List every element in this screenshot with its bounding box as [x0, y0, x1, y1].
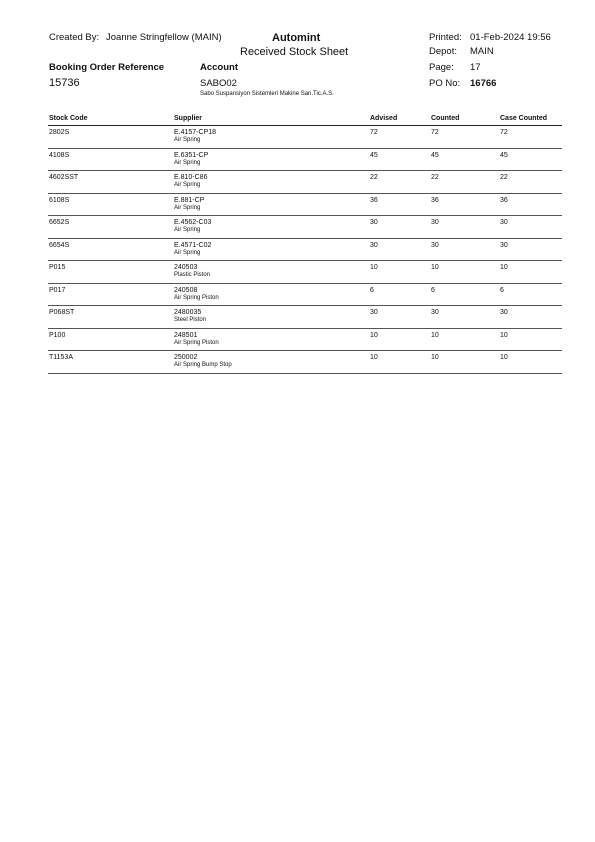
col-advised: Advised: [370, 115, 398, 122]
col-case-counted: Case Counted: [500, 115, 548, 122]
advised-cell: 30: [370, 219, 378, 226]
table-row: [48, 284, 562, 307]
case-counted-cell: 30: [500, 309, 508, 316]
advised-cell: 36: [370, 196, 378, 204]
po-number: 16766: [470, 78, 497, 89]
table-row: [48, 261, 562, 284]
account-name: Sabo Suspansiyon Sistemleri Makine San.Tic.A.S.: [200, 91, 334, 97]
stock-code-cell: 6654S: [49, 241, 70, 249]
depot-value: MAIN: [470, 46, 494, 57]
table-header: [48, 115, 562, 126]
advised-cell: 72: [370, 129, 378, 136]
account-code: SABO02: [200, 78, 237, 89]
table-row: [48, 126, 562, 149]
item-description-cell: Air Spring: [174, 249, 201, 256]
company-name: Automint: [272, 32, 321, 44]
advised-cell: 30: [370, 309, 378, 316]
table-row: [48, 171, 562, 194]
stock-code-cell: T1153A: [49, 354, 73, 361]
counted-cell: 10: [431, 264, 439, 271]
counted-cell: 30: [431, 309, 439, 316]
supplier-code-cell: 2480035: [174, 309, 202, 316]
supplier-code-cell: 248501: [174, 331, 198, 339]
counted-cell: 22: [431, 174, 439, 181]
advised-cell: 10: [370, 264, 378, 271]
stock-code-cell: 6652S: [49, 219, 70, 226]
stock-code-cell: P017: [49, 286, 66, 294]
case-counted-cell: 30: [500, 241, 508, 249]
case-counted-cell: 10: [500, 354, 508, 361]
supplier-code-cell: E.4571-C02: [174, 241, 212, 249]
col-supplier: Supplier: [174, 115, 203, 122]
supplier-code-cell: 250002: [174, 354, 198, 361]
stock-code-cell: P100: [49, 331, 66, 339]
supplier-code-cell: E.6351-CP: [174, 151, 209, 159]
col-counted: Counted: [431, 115, 460, 122]
counted-cell: 30: [431, 241, 439, 249]
counted-cell: 10: [431, 354, 439, 361]
table-row: [48, 239, 562, 262]
case-counted-cell: 10: [500, 331, 508, 339]
item-description-cell: Air Spring: [174, 159, 201, 166]
booking-ref-label: Booking Order Reference: [49, 62, 165, 73]
item-description-cell: Air Spring: [174, 137, 201, 143]
supplier-code-cell: E.810-C86: [174, 174, 208, 181]
item-description-cell: Air Spring: [174, 204, 201, 211]
supplier-code-cell: E.4562-C03: [174, 219, 212, 226]
item-description-cell: Air Spring Bump Stop: [174, 362, 232, 368]
stock-code-cell: 4602SST: [49, 174, 79, 181]
counted-cell: 36: [431, 196, 439, 204]
table-row: [48, 149, 562, 172]
table-row: [48, 306, 562, 329]
depot-label: Depot:: [429, 46, 457, 57]
advised-cell: 10: [370, 354, 378, 361]
item-description-cell: Steel Piston: [174, 317, 207, 323]
table-row: [48, 216, 562, 239]
counted-cell: 10: [431, 331, 439, 339]
po-label: PO No:: [429, 78, 461, 89]
stock-table: [48, 115, 562, 374]
advised-cell: 22: [370, 174, 378, 181]
page-number: 17: [470, 62, 481, 73]
table-row: [48, 351, 562, 374]
stock-code-cell: 4108S: [49, 151, 70, 159]
supplier-code-cell: E.881-CP: [174, 196, 205, 204]
stock-code-cell: P015: [49, 264, 66, 271]
item-description-cell: Air Spring Piston: [174, 294, 219, 301]
counted-cell: 30: [431, 219, 439, 226]
case-counted-cell: 36: [500, 196, 508, 204]
advised-cell: 30: [370, 241, 378, 249]
supplier-code-cell: 240508: [174, 286, 198, 294]
counted-cell: 45: [431, 151, 439, 159]
stock-code-cell: P068ST: [49, 309, 75, 316]
item-description-cell: Plastic Piston: [174, 272, 211, 278]
printed-value: 01-Feb-2024 19:56: [470, 32, 551, 43]
col-stock-code: Stock Code: [49, 115, 88, 122]
stock-code-cell: 2802S: [49, 129, 70, 136]
created-by-value: Joanne Stringfellow (MAIN): [106, 32, 222, 43]
table-row: [48, 329, 562, 352]
case-counted-cell: 6: [500, 286, 504, 294]
advised-cell: 6: [370, 286, 374, 294]
case-counted-cell: 22: [500, 174, 508, 181]
table-body: [48, 126, 562, 374]
table-row: [48, 194, 562, 217]
case-counted-cell: 10: [500, 264, 508, 271]
supplier-code-cell: E.4157-CP18: [174, 129, 217, 136]
item-description-cell: Air Spring Piston: [174, 339, 219, 346]
document-title: Received Stock Sheet: [240, 46, 349, 58]
counted-cell: 6: [431, 286, 435, 294]
item-description-cell: Air Spring: [174, 227, 201, 233]
supplier-code-cell: 240503: [174, 264, 198, 271]
printed-label: Printed:: [429, 32, 462, 43]
counted-cell: 72: [431, 129, 439, 136]
case-counted-cell: 72: [500, 129, 508, 136]
advised-cell: 10: [370, 331, 378, 339]
item-description-cell: Air Spring: [174, 182, 201, 188]
account-label: Account: [200, 62, 238, 73]
stock-code-cell: 6108S: [49, 196, 70, 204]
page-label: Page:: [429, 62, 454, 73]
booking-ref-value: 15736: [49, 77, 80, 89]
case-counted-cell: 30: [500, 219, 508, 226]
advised-cell: 45: [370, 151, 378, 159]
case-counted-cell: 45: [500, 151, 508, 159]
created-by-label: Created By:: [49, 32, 100, 43]
